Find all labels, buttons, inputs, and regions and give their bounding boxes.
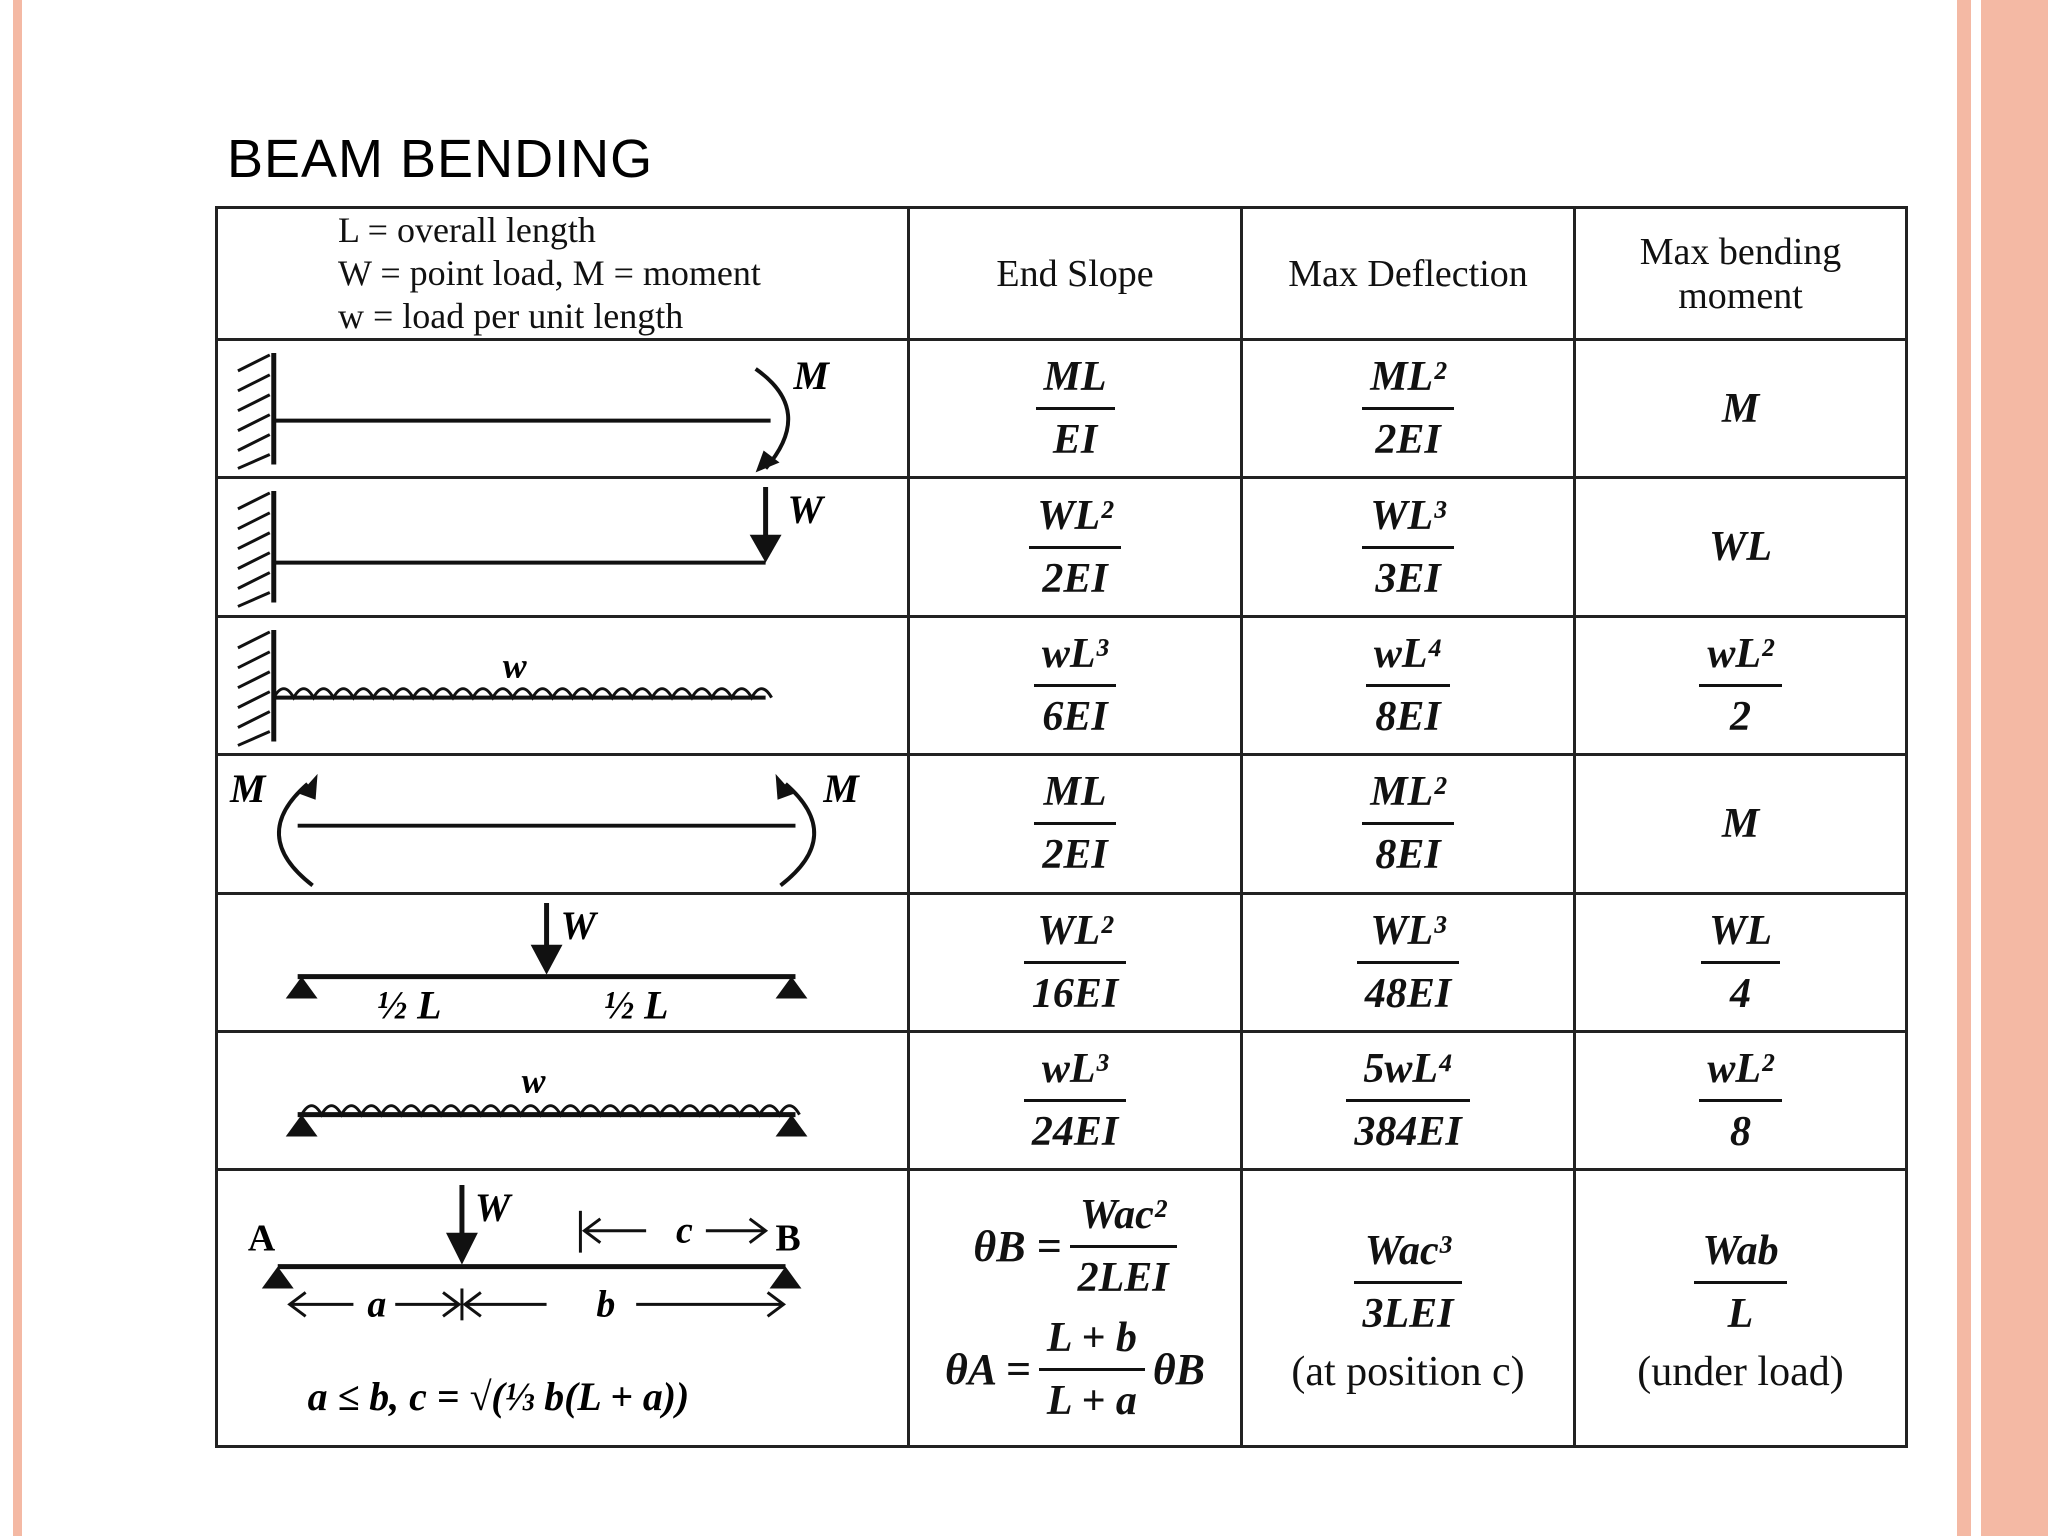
cantilever-udl-diagram [218, 618, 907, 753]
support-label-b: B [775, 1218, 801, 1261]
cantilever-point-load-diagram [218, 479, 907, 614]
denominator: 2LEI [1077, 1255, 1169, 1302]
diagram-offset-point-load [217, 1170, 909, 1447]
udl-label: w [502, 645, 527, 686]
legend-line-load: W = point load, M = moment [338, 253, 761, 293]
end-slope-cell [909, 1170, 1242, 1447]
max-deflection-cell [1242, 340, 1575, 478]
numerator: Wac³ [1354, 1221, 1461, 1284]
numerator: WL² [1024, 901, 1126, 964]
theta-b-lhs: θB = [973, 1222, 1062, 1272]
numerator: ML [1034, 762, 1115, 825]
max-deflection-cell [1242, 616, 1575, 754]
end-moments-diagram [218, 756, 907, 891]
max-deflection-cell [1242, 893, 1575, 1031]
right-border-band [1981, 0, 2048, 1536]
cantilever-moment-diagram [218, 341, 907, 476]
dimension-label-c: c [676, 1210, 693, 1253]
diagram-end-moments [217, 755, 909, 893]
load-label: W [474, 1186, 511, 1231]
end-slope-cell [909, 616, 1242, 754]
numerator: ML² [1362, 762, 1454, 825]
denominator: 3LEI [1362, 1290, 1454, 1337]
numerator: WL² [1029, 486, 1121, 549]
diagram-cantilever-udl [217, 616, 909, 754]
theta-a-lhs: θA = [944, 1345, 1031, 1395]
numerator: L + b [1039, 1308, 1145, 1371]
moment-note: (under load) [1637, 1348, 1844, 1395]
moment-label-left: M [229, 767, 266, 812]
max-moment-cell [1575, 1032, 1907, 1170]
half-span-label-left: ½ L [377, 983, 442, 1028]
header-row [217, 208, 1907, 340]
max-moment-cell [1575, 616, 1907, 754]
numerator: wL³ [1034, 624, 1116, 687]
theta-a-rhs: θB [1152, 1345, 1206, 1395]
fraction [1699, 624, 1781, 747]
end-slope-cell [909, 478, 1242, 616]
fraction [1701, 901, 1780, 1024]
denominator: L + a [1046, 1378, 1137, 1425]
table-row [217, 616, 1907, 754]
fraction [1362, 486, 1454, 609]
right-border-stripe [1957, 0, 1971, 1536]
diagram-cantilever-point-load [217, 478, 909, 616]
left-border-stripe [13, 0, 22, 1536]
end-slope-cell [909, 340, 1242, 478]
moment-label: M [793, 353, 829, 398]
page-title: BEAM BENDING [227, 129, 654, 189]
fraction [1362, 762, 1454, 885]
fraction [1346, 1039, 1469, 1162]
numerator: Wac² [1070, 1185, 1177, 1248]
udl-label: w [521, 1060, 546, 1101]
beam-bending-table [215, 206, 1908, 1448]
central-load-diagram [218, 895, 907, 1030]
max-deflection-cell [1242, 1032, 1575, 1170]
fraction [1354, 1221, 1461, 1344]
table-row [217, 893, 1907, 1031]
denominator: 4 [1730, 970, 1751, 1017]
denominator: 48EI [1364, 970, 1452, 1017]
legend-cell [217, 208, 909, 340]
denominator: 2EI [1042, 832, 1108, 879]
dimension-label-a: a [367, 1283, 387, 1326]
table-row [217, 340, 1907, 478]
denominator: 16EI [1031, 970, 1119, 1017]
denominator: 8EI [1375, 832, 1441, 879]
fraction [1366, 624, 1450, 747]
end-slope-cell [909, 1032, 1242, 1170]
fraction [1024, 1039, 1126, 1162]
moment-label-right: M [823, 767, 859, 812]
column-header-max-moment: Max bending moment [1575, 208, 1907, 340]
end-slope-cell [909, 893, 1242, 1031]
max-moment-cell: WL [1575, 478, 1907, 616]
denominator: L [1727, 1290, 1754, 1337]
numerator: wL² [1699, 1039, 1781, 1102]
fraction [1699, 1039, 1781, 1162]
max-moment-cell: M [1575, 755, 1907, 893]
table-row [217, 755, 1907, 893]
numerator: wL² [1699, 624, 1781, 687]
numerator: Wab [1694, 1221, 1786, 1284]
denominator: 2 [1729, 694, 1751, 741]
half-span-label-right: ½ L [604, 983, 669, 1028]
table-row [217, 478, 1907, 616]
load-label: W [787, 488, 823, 533]
numerator: ML [1036, 347, 1115, 410]
numerator: WL³ [1357, 901, 1459, 964]
max-deflection-cell [1242, 478, 1575, 616]
diagram-central-point-load [217, 893, 909, 1031]
denominator: 3EI [1375, 555, 1441, 602]
dimension-label-b: b [596, 1283, 616, 1326]
fraction [1024, 901, 1126, 1024]
denominator: 2EI [1042, 555, 1108, 602]
load-label: W [560, 903, 596, 948]
fraction [1039, 1308, 1145, 1431]
numerator: ML² [1362, 347, 1454, 410]
denominator: 384EI [1354, 1109, 1462, 1156]
offset-load-diagram [218, 1171, 907, 1445]
max-moment-cell [1575, 1170, 1907, 1447]
fraction [1694, 1221, 1786, 1344]
fraction [1034, 624, 1116, 747]
numerator: WL [1701, 901, 1780, 964]
table-row [217, 1170, 1907, 1447]
numerator: WL³ [1362, 486, 1454, 549]
theta-a-formula [910, 1308, 1240, 1431]
end-slope-cell [909, 755, 1242, 893]
max-deflection-cell [1242, 755, 1575, 893]
numerator: wL⁴ [1366, 624, 1450, 687]
condition-formula: a ≤ b, c = √(⅓ b(L + a)) [307, 1375, 690, 1420]
column-header-end-slope: End Slope [909, 208, 1242, 340]
fraction [1362, 347, 1454, 470]
legend-line-length: L = overall length [338, 210, 596, 250]
denominator: 24EI [1031, 1109, 1119, 1156]
max-moment-cell [1575, 893, 1907, 1031]
fraction [1070, 1185, 1177, 1308]
denominator: 2EI [1375, 417, 1441, 464]
denominator: 8EI [1375, 694, 1441, 741]
column-header-max-deflection: Max Deflection [1242, 208, 1575, 340]
theta-b-formula [910, 1185, 1240, 1308]
deflection-note: (at position c) [1291, 1348, 1525, 1395]
simply-supported-udl-diagram [218, 1033, 907, 1168]
max-moment-cell: M [1575, 340, 1907, 478]
legend-line-distributed: w = load per unit length [338, 296, 684, 336]
fraction [1357, 901, 1459, 1024]
table-row [217, 1032, 1907, 1170]
diagram-simply-supported-udl [217, 1032, 909, 1170]
fraction [1034, 762, 1115, 885]
fraction [1036, 347, 1115, 470]
numerator: wL³ [1024, 1039, 1126, 1102]
max-deflection-cell [1242, 1170, 1575, 1447]
denominator: 8 [1729, 1109, 1751, 1156]
fraction [1029, 486, 1121, 609]
diagram-cantilever-end-moment [217, 340, 909, 478]
denominator: 6EI [1042, 694, 1108, 741]
denominator: EI [1052, 417, 1098, 464]
numerator: 5wL⁴ [1346, 1039, 1469, 1102]
support-label-a: A [247, 1218, 276, 1261]
